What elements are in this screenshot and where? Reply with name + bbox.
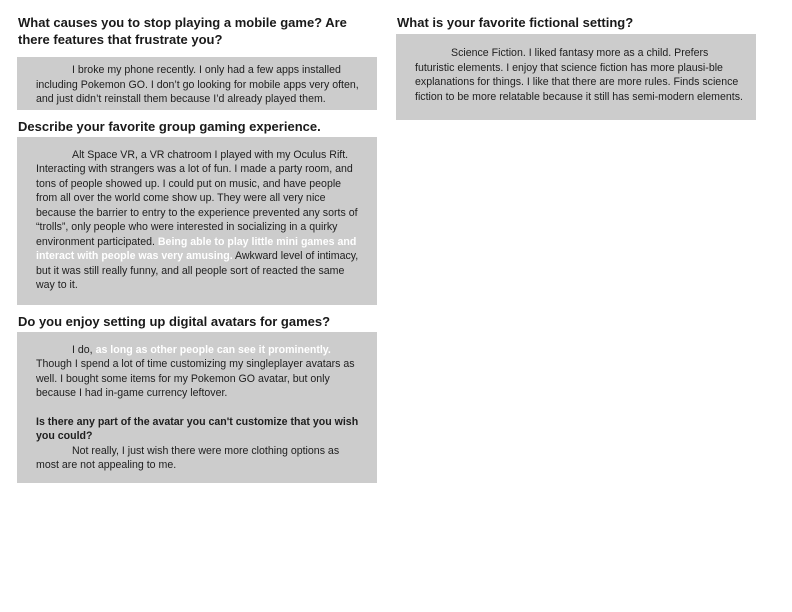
qa-block-group-gaming	[17, 118, 377, 305]
question-heading: Describe your favorite group gaming experience.	[18, 118, 321, 134]
answer-box	[396, 34, 756, 120]
question-heading: What is your favorite fictional setting?	[397, 15, 634, 30]
answer-text	[36, 148, 365, 293]
answer-highlight: Being able to play little mini games and interact with people was very amusing.	[36, 235, 357, 262]
answer-text: Science Fiction. I liked fantasy more as a child. Prefers futuristic elements. I enjoy that science fiction has more plausi-ble explanations for things. I like that there are more rules. Finds science fiction to be more relatable because it still has semi-modern elements.	[415, 47, 743, 103]
answer-text-post: Awkward level of intimacy, but it was still really funny, and all people sort of reacted the same way to it.	[36, 250, 359, 291]
answer-text-pre: Alt Space VR, a VR chatroom I played with my Oculus Rift. Interacting with strangers was a lot of fun. I made a party room, and tons of people showed up. I could put on music, and have people from all over the world come show up. They were all very nice because the barrier to entry to the experience prevented any sorts of “trolls”, only people who were interested in socializing in a quirky environment participated.	[36, 148, 358, 248]
qa-block-fictional-setting	[396, 14, 756, 120]
answer-text: I broke my phone recently. I only had a few apps installed including Pokemon GO. I don’t go looking for mobile apps very often, and just didn’t reinstall them because I’d already played them.	[36, 64, 359, 105]
sub-question: Is there any part of the avatar you can't customize that you wish you could?	[36, 415, 359, 442]
qa-block-stop-playing	[17, 14, 377, 110]
sub-answer: Not really, I just wish there were more clothing options as most are not appealing to me.	[36, 444, 340, 471]
question-heading: What causes you to stop playing a mobile game? Are there features that frustrate you?	[18, 15, 347, 47]
right-column	[396, 14, 756, 126]
answer-text-pre: I do,	[72, 343, 93, 356]
qa-block-avatars	[17, 313, 377, 483]
left-column	[17, 14, 377, 489]
answer-box	[17, 57, 377, 110]
question-heading: Do you enjoy setting up digital avatars for games?	[18, 313, 331, 329]
answer-text	[36, 343, 365, 401]
answer-box	[17, 137, 377, 305]
answer-box	[17, 332, 377, 483]
answer-highlight: as long as other people can see it prominently.	[95, 343, 331, 356]
answer-text-post: Though I spend a lot of time customizing my singleplayer avatars as well. I bought some items for my Pokemon GO avatar, but only because I had in-game currency leftover.	[36, 358, 355, 399]
